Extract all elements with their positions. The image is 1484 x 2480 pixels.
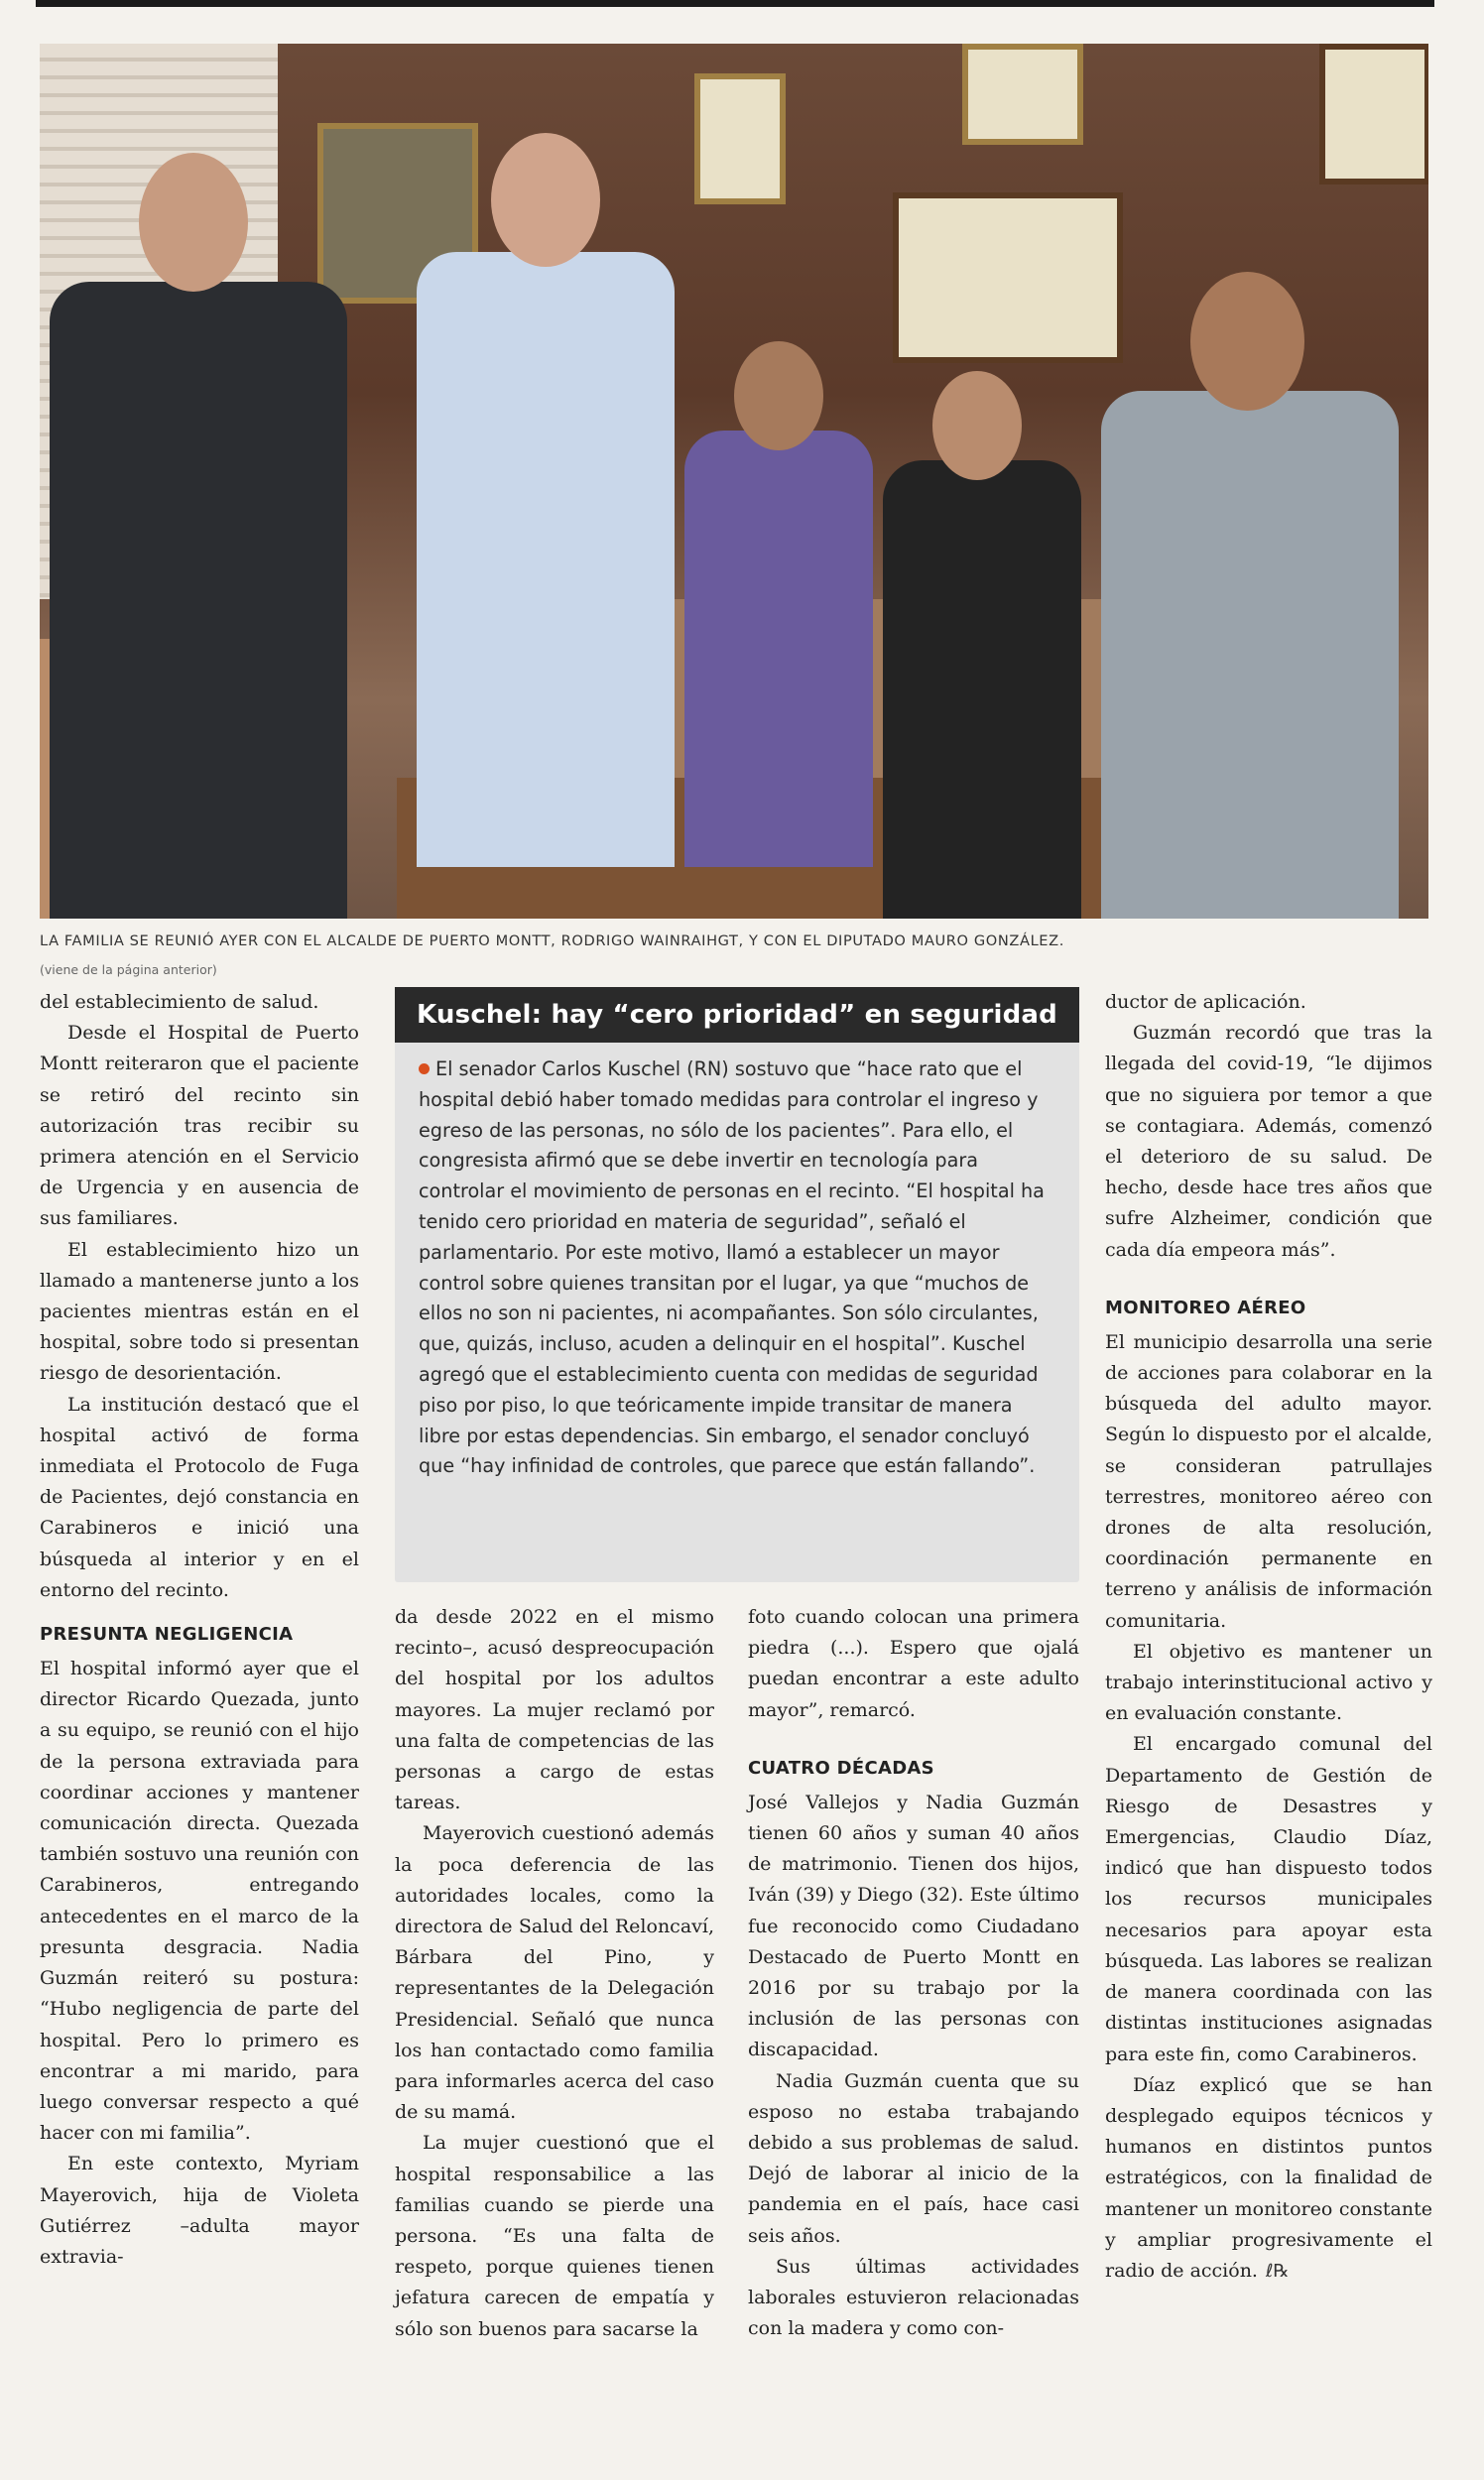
paragraph-text: Díaz explicó que se han desplegado equipos técnicos y humanos en distintos puntos estratégicos, con la finalidad de mantener un monitoreo constante y ampliar progresivamente el radio de acción. bbox=[1105, 2073, 1432, 2282]
person-figure bbox=[417, 252, 675, 867]
paragraph: La mujer cuestionó que el hospital responsabilice a las familias cuando se pierde una persona. “Es una falta de respeto, porque quienes tienen jefatura carecen de empatía y sólo son buenos para sacarse la bbox=[395, 2132, 714, 2340]
person-head bbox=[734, 341, 823, 450]
person-head bbox=[1190, 272, 1304, 411]
paragraph: da desde 2022 en el mismo recinto–, acusó despreocupación del hospital por los adultos mayores. La mujer reclamó por una falta de competencias de las personas a cargo de estas tareas. bbox=[395, 1606, 714, 1814]
paragraph: José Vallejos y Nadia Guzmán tienen 60 años y suman 40 años de matrimonio. Tienen dos hijos, Iván (39) y Diego (32). Este último fue reconocido como Ciudadano Destacado de Puerto Montt en 2016 por su trabajo por la inclusión de las personas con discapacidad. bbox=[748, 1791, 1079, 2061]
section-heading: PRESUNTA NEGLIGENCIA bbox=[40, 1624, 294, 1646]
top-rule bbox=[36, 0, 1434, 7]
sidebar-title: Kuschel: hay “cero prioridad” en seguridad bbox=[395, 987, 1079, 1043]
wall-frame bbox=[893, 192, 1123, 363]
paragraph: El municipio desarrolla una serie de acciones para colaborar en la búsqueda del adulto mayor. Según lo dispuesto por el alcalde, se consideran patrullajes terrestres, monitoreo aéreo con drones de alta resolución, coordinación permanente en terreno y análisis de información comunitaria. bbox=[1105, 1330, 1432, 1632]
person-figure bbox=[1101, 391, 1399, 919]
sidebar-text-block bbox=[395, 1043, 1079, 1482]
paragraph: Mayerovich cuestionó además la poca deferencia de las autoridades locales, como la directora de Salud del Reloncaví, Bárbara del Pino, y representantes de la Delegación Presidencial. Señaló que nunca los han contactado como familia para informarles acerca del caso de su mamá. bbox=[395, 1822, 714, 2124]
kuschel-sidebar-box bbox=[395, 987, 1079, 1582]
person-head bbox=[491, 133, 600, 267]
continued-note: (viene de la página anterior) bbox=[40, 962, 217, 977]
paragraph: Nadia Guzmán cuenta que su esposo no estaba trabajando debido a sus problemas de salud. Dejó de laborar al inicio de la pandemia en el país, hace casi seis años. bbox=[748, 2069, 1079, 2247]
end-of-article-icon: ℓ℞ bbox=[1265, 2260, 1290, 2282]
paragraph: La institución destacó que el hospital activó de forma inmediata el Protocolo de Fuga de Pacientes, dejó constancia en Carabineros e inició una búsqueda al interior y en el entorno del recinto. bbox=[40, 1393, 359, 1601]
bullet-icon bbox=[419, 1063, 430, 1074]
paragraph: El hospital informó ayer que el director Ricardo Quezada, junto a su equipo, se reunió con el hijo de la persona extraviada para coordinar acciones y mantener comunicación directa. Quezada también sostuvo una reunión con Carabineros, entregando antecedentes en el marco de la presunta desgracia. Nadia Guzmán reiteró su postura: “Hubo negligencia de parte del hospital. Pero lo primero es encontrar a mi marido, para luego conversar respecto a qué hacer con mi familia”. bbox=[40, 1658, 359, 2145]
paragraph: ductor de aplicación. bbox=[1105, 991, 1306, 1013]
sidebar-text: El senador Carlos Kuschel (RN) sostuvo que “hace rato que el hospital debió haber tomado medidas para controlar el ingreso y egreso de las personas, no sólo de los pacientes”. Para ello, el congresista afirmó que se debe invertir en tecnología para controlar el movimiento de personas en el recinto. “El hospital ha tenido cero prioridad en materia de seguridad”, señaló el parlamentario. Por este motivo, llamó a establecer un mayor control sobre quienes transitan por el lugar, ya que “muchos de ellos no son ni pacientes, ni acompañantes. Son sólo circulantes, que, quizás, incluso, acuden a delinquir en el hospital”. Kuschel agregó que el establecimiento cuenta con medidas de seguridad piso por piso, lo que teóricamente impide transitar de manera libre por estas dependencias. Sin embargo, el senador concluyó que “hay infinidad de controles, que parece que están fallando”. bbox=[419, 1057, 1045, 1478]
paragraph: El establecimiento hizo un llamado a mantenerse junto a los pacientes mientras están en el hospital, sobre todo si presentan riesgo de desorientación. bbox=[40, 1238, 359, 1385]
paragraph: Sus últimas actividades laborales estuvieron relacionadas con la madera y como con- bbox=[748, 2255, 1079, 2340]
wall-frame bbox=[694, 73, 786, 204]
paragraph bbox=[1105, 2070, 1432, 2287]
person-head bbox=[932, 371, 1022, 480]
article-photo bbox=[40, 44, 1428, 919]
person-head bbox=[139, 153, 248, 292]
paragraph: Desde el Hospital de Puerto Montt reiteraron que el paciente se retiró del recinto sin autorización tras recibir su primera atención en el Servicio de Urgencia y en ausencia de sus familiares. bbox=[40, 1022, 359, 1230]
person-figure bbox=[50, 282, 347, 919]
paragraph: El encargado comunal del Departamento de Gestión de Riesgo de Desastres y Emergencias, Claudio Díaz, indicó que han dispuesto todos los recursos municipales necesarios para apoyar esta búsqueda. Las labores se realizan de manera coordinada con las distintas instituciones asignadas para este fin, como Carabineros. bbox=[1105, 1733, 1432, 2065]
wall-frame bbox=[962, 44, 1083, 145]
paragraph: Guzmán recordó que tras la llegada del covid-19, “le dijimos que no siguiera por temor a que se contagiara. Además, comenzó el deterioro de su salud. De hecho, desde hace tres años que sufre Alzheimer, condición que cada día empeora más”. bbox=[1105, 1022, 1432, 1261]
article-column-3 bbox=[748, 1602, 1079, 2344]
person-figure bbox=[883, 460, 1081, 919]
paragraph: En este contexto, Myriam Mayerovich, hija de Violeta Gutiérrez –adulta mayor extravia- bbox=[40, 2153, 359, 2268]
section-heading: MONITOREO AÉREO bbox=[1105, 1297, 1306, 1318]
article-column-4 bbox=[1105, 987, 1432, 2287]
section-heading: CUATRO DÉCADAS bbox=[748, 1757, 934, 1779]
paragraph: foto cuando colocan una primera piedra (...). Espero que ojalá puedan encontrar a este adulto mayor”, remarcó. bbox=[748, 1606, 1079, 1721]
person-figure bbox=[684, 431, 873, 867]
article-column-1 bbox=[40, 987, 359, 2273]
wall-frame bbox=[1319, 44, 1428, 185]
article-column-2 bbox=[395, 1602, 714, 2345]
photo-caption: LA FAMILIA SE REUNIÓ AYER CON EL ALCALDE DE PUERTO MONTT, RODRIGO WAINRAIHGT, Y CON EL DIPUTADO MAURO GONZÁLEZ. bbox=[40, 932, 1064, 949]
paragraph: del establecimiento de salud. bbox=[40, 991, 319, 1013]
paragraph: El objetivo es mantener un trabajo interinstitucional activo y en evaluación constante. bbox=[1105, 1640, 1432, 1725]
